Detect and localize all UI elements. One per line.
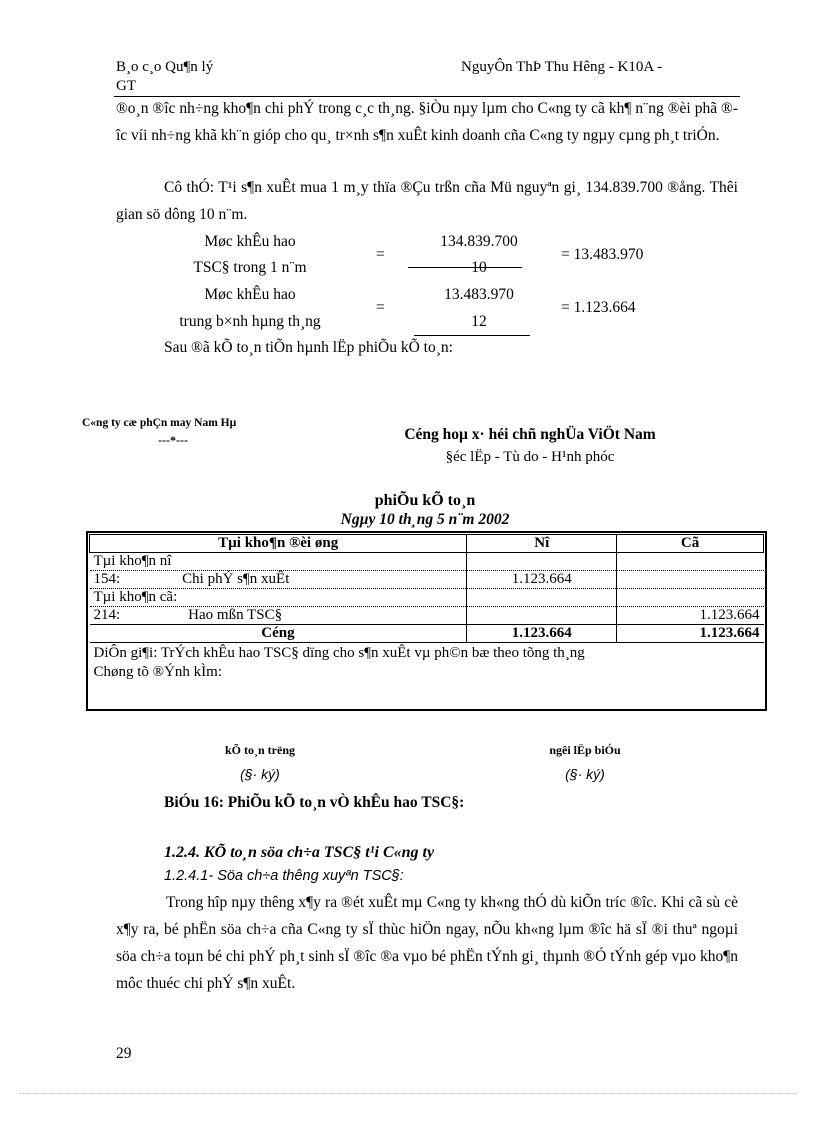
table-row [90, 553, 764, 571]
page-number: 29 [116, 1045, 132, 1062]
note-description: DiÔn gi¶i: TrÝch khÊu hao TSC§ dïng cho s¶n xuÊt vµ ph©n bæ theo tõng th¸ng [93, 645, 585, 661]
final-paragraph: Trong hîp nµy thêng x¶y ra ®ét xuÊt mµ C«ng ty kh«ng thÓ dù kiÕn tríc ®îc. Khi cã sù cè x¶y ra, bé phËn söa ch÷a cña C«ng ty sÏ thùc hiÖn ngay, nÕu kh«ng lµm ®îc hä sÏ ®i thuª ngoµi söa ch÷a toµn bé chi phÝ ph¸t sinh sÏ ®îc ®a vµo bé phËn tÝnh gi¸ thµnh ®Ó tÝnh gép vµo kho¶n môc thuéc chi phÝ s¶n xuÊt. [116, 894, 738, 992]
row3-credit: 1.123.664 [617, 607, 764, 625]
voucher-table [89, 534, 764, 681]
table-total-row [90, 625, 764, 643]
table-row [90, 607, 764, 625]
formula2-label-line2: trung b×nh hµng th¸ng [179, 313, 321, 330]
total-credit: 1.123.664 [617, 625, 764, 643]
header-left-line2: GT [116, 78, 136, 94]
formula2-numerator: 13.483.970 [444, 286, 514, 303]
intro-paragraph: ®o¸n ®îc nh÷ng kho¶n chi phÝ trong c¸c th¸ng. §iÒu nµy lµm cho C«ng ty cã kh¶ n¨ng ®èi phã ®îc víi nh÷ng khã kh¨n gióp cho qu¸ tr×nh s¶n xuÊt kinh doanh cña C«ng ty ngµy cµng ph¸t triÓn. [116, 100, 738, 144]
formula1-label-line2: TSC§ trong 1 n¨m [193, 259, 307, 276]
signature-left-title: kÕ to¸n trëng [225, 743, 295, 757]
table-row [90, 589, 764, 607]
republic-title: Céng hoµ x· héi chñ nghÜa ViÖt Nam [404, 426, 656, 443]
formula2-denominator: 12 [471, 313, 487, 330]
page-bottom-separator [20, 1093, 796, 1094]
formula2-label-line1: Møc khÊu hao [204, 286, 296, 303]
formula1-equals: = [376, 246, 385, 263]
after-formula-text: Sau ®ã kÕ to¸n tiÕn hµnh lËp phiÕu kÕ to¸n: [164, 339, 453, 356]
voucher-title: phiÕu kÕ to¸n [374, 492, 476, 509]
signature-right-sign: (§· ký) [565, 766, 605, 782]
formula1-label-line1: Møc khÊu hao [204, 233, 296, 250]
formula2-fraction-bar [414, 335, 530, 336]
company-name: C«ng ty cæ phÇn may Nam Hµ [82, 417, 237, 429]
header-debit: Nî [467, 535, 617, 553]
header-account: Tµi kho¶n ®èi øng [90, 535, 467, 553]
formula2-result: = 1.123.664 [561, 299, 636, 316]
formula1-result: = 13.483.970 [561, 246, 644, 263]
row0-account: Tµi kho¶n nî [90, 553, 467, 571]
table-note-row [90, 643, 764, 664]
signature-right-title: ngêi lËp biÓu [549, 743, 621, 757]
row2-account: Tµi kho¶n cã: [90, 589, 467, 607]
signature-left-sign: (§· ký) [240, 766, 280, 782]
figure-caption: BiÓu 16: PhiÕu kÕ to¸n vÒ khÊu hao TSC§: [164, 794, 465, 811]
row3-code: 214: [93, 607, 121, 623]
header-left-line1: B¸o c¸o Qu¶n lý [116, 59, 214, 75]
row1-code: 154: [93, 571, 121, 587]
row1-credit [617, 571, 764, 589]
formula2-equals: = [376, 299, 385, 316]
total-label: Céng [90, 625, 467, 643]
table-header-row [90, 535, 764, 553]
header-credit: Cã [617, 535, 764, 553]
section-heading: 1.2.4. KÕ to¸n söa ch÷a TSC§ t¹i C«ng ty [164, 844, 435, 861]
table-row [90, 571, 764, 589]
row1-debit: 1.123.664 [467, 571, 617, 589]
company-sub: ---*--- [158, 433, 188, 447]
note-attachments: Chøng tõ ®Ýnh kÌm: [93, 664, 222, 680]
example-paragraph: Cô thÓ: T¹i s¶n xuÊt mua 1 m¸y thïa ®Çu trßn cña Mü nguyªn gi¸ 134.839.700 ®ång. Thêi gian sö dông 10 n¨m. [116, 179, 738, 223]
voucher-date: Ngµy 10 th¸ng 5 n¨m 2002 [340, 511, 510, 528]
table-note-row [90, 663, 764, 681]
formula1-denominator: 10 [471, 259, 487, 276]
formula1-numerator: 134.839.700 [440, 233, 518, 250]
total-debit: 1.123.664 [467, 625, 617, 643]
header-right: NguyÔn ThÞ Thu Hêng - K10A - [461, 59, 663, 75]
row3-account: Hao mßn TSC§ [188, 607, 283, 623]
subsection-heading: 1.2.4.1- Söa ch÷a thêng xuyªn TSC§: [164, 868, 404, 884]
republic-motto: §éc lËp - Tù do - H¹nh phóc [445, 449, 615, 465]
row3-debit [467, 607, 617, 625]
row1-account: Chi phÝ s¶n xuÊt [182, 571, 290, 587]
